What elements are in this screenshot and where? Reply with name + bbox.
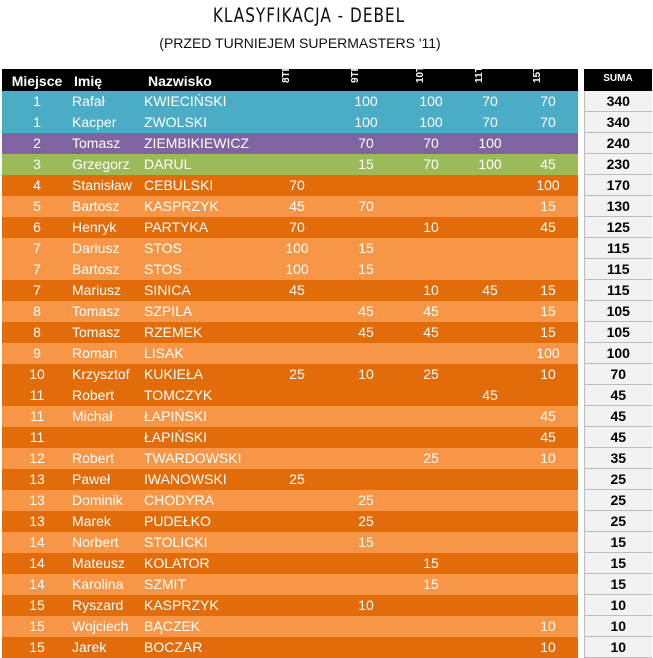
cell-nazwisko: KASPRZYK — [144, 196, 262, 217]
cell-9tpo: 70 — [332, 196, 400, 217]
cell-suma: 340 — [584, 91, 652, 112]
cell-11tpo — [462, 238, 518, 259]
cell-nazwisko: ZIEMBIKIEWICZ — [144, 133, 262, 154]
table-row — [2, 154, 652, 175]
table-row — [2, 490, 652, 511]
cell-miejsce: 13 — [2, 490, 72, 511]
cell-10tpo — [400, 616, 462, 637]
cell-miejsce: 13 — [2, 469, 72, 490]
cell-10tpo: 45 — [400, 322, 462, 343]
cell-11tpo — [462, 427, 518, 448]
cell-8tpo: 45 — [262, 280, 332, 301]
cell-10tpo: 15 — [400, 553, 462, 574]
cell-suma: 15 — [584, 574, 652, 595]
cell-suma: 130 — [584, 196, 652, 217]
table-row — [2, 364, 652, 385]
cell-15tpo: 45 — [518, 406, 578, 427]
cell-10tpo: 10 — [400, 217, 462, 238]
table-row — [2, 259, 652, 280]
cell-imie: Jarek — [72, 637, 144, 658]
header-9tpo — [332, 56, 400, 91]
cell-imie: Bartosz — [72, 196, 144, 217]
cell-8tpo — [262, 427, 332, 448]
cell-8tpo — [262, 154, 332, 175]
cell-8tpo — [262, 490, 332, 511]
cell-11tpo — [462, 301, 518, 322]
cell-imie: Stanisław — [72, 175, 144, 196]
cell-8tpo: 100 — [262, 259, 332, 280]
cell-10tpo: 45 — [400, 301, 462, 322]
cell-9tpo: 10 — [332, 595, 400, 616]
cell-10tpo — [400, 469, 462, 490]
header-15tpo — [518, 51, 578, 91]
cell-nazwisko: PUDEŁKO — [144, 511, 262, 532]
cell-15tpo: 100 — [518, 343, 578, 364]
cell-imie: Tomasz — [72, 133, 144, 154]
cell-suma: 10 — [584, 595, 652, 616]
cell-15tpo: 100 — [518, 175, 578, 196]
table-row — [2, 532, 652, 553]
cell-8tpo: 45 — [262, 196, 332, 217]
cell-11tpo — [462, 175, 518, 196]
cell-15tpo: 70 — [518, 91, 578, 112]
cell-10tpo — [400, 427, 462, 448]
cell-imie: Kacper — [72, 112, 144, 133]
cell-miejsce: 3 — [2, 154, 72, 175]
cell-imie: Henryk — [72, 217, 144, 238]
cell-nazwisko: STOS — [144, 259, 262, 280]
cell-11tpo — [462, 616, 518, 637]
cell-imie: Mariusz — [72, 280, 144, 301]
cell-10tpo — [400, 175, 462, 196]
cell-15tpo: 45 — [518, 427, 578, 448]
cell-15tpo: 45 — [518, 154, 578, 175]
cell-11tpo — [462, 574, 518, 595]
cell-15tpo: 15 — [518, 196, 578, 217]
ranking-table — [2, 51, 652, 658]
cell-9tpo — [332, 427, 400, 448]
cell-11tpo: 70 — [462, 91, 518, 112]
cell-8tpo — [262, 574, 332, 595]
cell-8tpo — [262, 322, 332, 343]
cell-9tpo — [332, 175, 400, 196]
cell-nazwisko: LISAK — [144, 343, 262, 364]
cell-8tpo — [262, 448, 332, 469]
cell-8tpo: 25 — [262, 469, 332, 490]
cell-15tpo — [518, 259, 578, 280]
cell-9tpo — [332, 574, 400, 595]
cell-imie: Wojciech — [72, 616, 144, 637]
cell-suma: 25 — [584, 490, 652, 511]
cell-15tpo — [518, 511, 578, 532]
cell-miejsce: 7 — [2, 238, 72, 259]
cell-11tpo — [462, 343, 518, 364]
cell-10tpo: 100 — [400, 112, 462, 133]
cell-suma: 10 — [584, 637, 652, 658]
cell-miejsce: 10 — [2, 364, 72, 385]
cell-suma: 100 — [584, 343, 652, 364]
cell-nazwisko: STOLICKI — [144, 532, 262, 553]
cell-11tpo — [462, 259, 518, 280]
table-row — [2, 217, 652, 238]
header-9tpo-label: 9TPO — [350, 56, 361, 83]
cell-miejsce: 15 — [2, 637, 72, 658]
cell-suma: 105 — [584, 301, 652, 322]
cell-10tpo — [400, 532, 462, 553]
cell-11tpo — [462, 637, 518, 658]
table-row — [2, 343, 652, 364]
cell-imie — [72, 427, 144, 448]
cell-9tpo — [332, 637, 400, 658]
cell-nazwisko: ŁAPIŃSKI — [144, 427, 262, 448]
cell-9tpo — [332, 553, 400, 574]
table-row — [2, 175, 652, 196]
cell-miejsce: 5 — [2, 196, 72, 217]
cell-suma: 15 — [584, 532, 652, 553]
cell-nazwisko: DARUL — [144, 154, 262, 175]
cell-10tpo: 70 — [400, 154, 462, 175]
cell-15tpo — [518, 238, 578, 259]
cell-8tpo — [262, 91, 332, 112]
cell-8tpo — [262, 301, 332, 322]
page-title: KLASYFIKACJA - DEBEL — [212, 4, 406, 28]
cell-nazwisko: ZWOLSKI — [144, 112, 262, 133]
cell-nazwisko: ŁAPIŃSKI — [144, 406, 262, 427]
cell-15tpo — [518, 490, 578, 511]
cell-15tpo — [518, 133, 578, 154]
cell-15tpo — [518, 469, 578, 490]
cell-nazwisko: KWIECIŃSKI — [144, 91, 262, 112]
cell-10tpo — [400, 511, 462, 532]
cell-11tpo — [462, 322, 518, 343]
cell-suma: 230 — [584, 154, 652, 175]
table-row — [2, 574, 652, 595]
cell-11tpo — [462, 532, 518, 553]
table-row — [2, 385, 652, 406]
cell-15tpo: 10 — [518, 448, 578, 469]
cell-miejsce: 6 — [2, 217, 72, 238]
cell-miejsce: 14 — [2, 553, 72, 574]
cell-imie: Dominik — [72, 490, 144, 511]
cell-9tpo: 10 — [332, 364, 400, 385]
cell-8tpo — [262, 406, 332, 427]
cell-suma: 115 — [584, 280, 652, 301]
cell-8tpo — [262, 553, 332, 574]
cell-imie: Robert — [72, 385, 144, 406]
cell-nazwisko: CHODYRA — [144, 490, 262, 511]
cell-15tpo — [518, 385, 578, 406]
cell-suma: 10 — [584, 616, 652, 637]
cell-suma: 35 — [584, 448, 652, 469]
cell-imie: Karolina — [72, 574, 144, 595]
cell-miejsce: 11 — [2, 385, 72, 406]
cell-miejsce: 14 — [2, 574, 72, 595]
table-row — [2, 280, 652, 301]
cell-imie: Michał — [72, 406, 144, 427]
table-row — [2, 511, 652, 532]
cell-11tpo — [462, 553, 518, 574]
cell-15tpo: 70 — [518, 112, 578, 133]
cell-8tpo — [262, 112, 332, 133]
cell-9tpo — [332, 385, 400, 406]
cell-9tpo — [332, 217, 400, 238]
cell-suma: 340 — [584, 112, 652, 133]
cell-imie: Grzegorz — [72, 154, 144, 175]
cell-9tpo — [332, 448, 400, 469]
cell-11tpo: 70 — [462, 112, 518, 133]
header-row — [2, 69, 652, 91]
cell-11tpo — [462, 511, 518, 532]
cell-suma: 25 — [584, 511, 652, 532]
cell-10tpo — [400, 406, 462, 427]
cell-miejsce: 11 — [2, 406, 72, 427]
header-10tpo-label: 10TPO — [415, 51, 426, 83]
cell-9tpo: 100 — [332, 112, 400, 133]
cell-suma: 25 — [584, 469, 652, 490]
cell-11tpo: 45 — [462, 280, 518, 301]
cell-11tpo — [462, 595, 518, 616]
table-row — [2, 322, 652, 343]
header-suma: SUMA — [584, 69, 652, 91]
cell-nazwisko: RZEMEK — [144, 322, 262, 343]
table-row — [2, 238, 652, 259]
cell-8tpo: 70 — [262, 217, 332, 238]
cell-suma: 125 — [584, 217, 652, 238]
cell-nazwisko: CEBULSKI — [144, 175, 262, 196]
cell-9tpo: 15 — [332, 259, 400, 280]
header-8tpo — [262, 56, 332, 91]
cell-8tpo — [262, 133, 332, 154]
table-row — [2, 448, 652, 469]
cell-imie: Rafał — [72, 91, 144, 112]
cell-9tpo — [332, 280, 400, 301]
cell-nazwisko: BĄCZEK — [144, 616, 262, 637]
cell-15tpo: 15 — [518, 301, 578, 322]
cell-nazwisko: KOLATOR — [144, 553, 262, 574]
cell-10tpo — [400, 385, 462, 406]
cell-miejsce: 7 — [2, 280, 72, 301]
cell-9tpo: 45 — [332, 301, 400, 322]
cell-miejsce: 15 — [2, 616, 72, 637]
cell-10tpo — [400, 259, 462, 280]
header-15tpo-label: 15TPO — [532, 51, 543, 83]
table-row — [2, 133, 652, 154]
table-row — [2, 469, 652, 490]
header-10tpo — [400, 51, 462, 91]
cell-suma: 45 — [584, 406, 652, 427]
header-miejsce: Miejsce — [2, 69, 72, 91]
cell-15tpo: 10 — [518, 616, 578, 637]
cell-11tpo — [462, 448, 518, 469]
ranking-rows — [2, 91, 652, 658]
header-11tpo — [462, 51, 518, 91]
page-subtitle: (PRZED TURNIEJEM SUPERMASTERS '11) — [159, 35, 441, 51]
cell-9tpo: 15 — [332, 154, 400, 175]
cell-15tpo: 15 — [518, 280, 578, 301]
header-11tpo-label: 11TPO — [474, 51, 485, 83]
cell-8tpo: 25 — [262, 364, 332, 385]
cell-10tpo: 25 — [400, 364, 462, 385]
cell-imie: Robert — [72, 448, 144, 469]
cell-imie: Paweł — [72, 469, 144, 490]
cell-miejsce: 14 — [2, 532, 72, 553]
cell-15tpo: 15 — [518, 322, 578, 343]
cell-miejsce: 8 — [2, 301, 72, 322]
cell-suma: 15 — [584, 553, 652, 574]
table-row — [2, 616, 652, 637]
table-row — [2, 595, 652, 616]
table-row — [2, 553, 652, 574]
cell-11tpo — [462, 469, 518, 490]
cell-9tpo — [332, 616, 400, 637]
cell-suma: 170 — [584, 175, 652, 196]
cell-10tpo: 15 — [400, 574, 462, 595]
cell-10tpo: 100 — [400, 91, 462, 112]
cell-imie: Mateusz — [72, 553, 144, 574]
cell-miejsce: 8 — [2, 322, 72, 343]
cell-suma: 45 — [584, 427, 652, 448]
cell-11tpo — [462, 490, 518, 511]
cell-9tpo: 70 — [332, 133, 400, 154]
cell-nazwisko: SINICA — [144, 280, 262, 301]
cell-9tpo: 15 — [332, 532, 400, 553]
cell-miejsce: 11 — [2, 427, 72, 448]
cell-miejsce: 4 — [2, 175, 72, 196]
cell-miejsce: 1 — [2, 112, 72, 133]
header-imie: Imię — [72, 69, 144, 91]
cell-8tpo: 70 — [262, 175, 332, 196]
cell-8tpo — [262, 532, 332, 553]
cell-miejsce: 2 — [2, 133, 72, 154]
cell-10tpo — [400, 343, 462, 364]
cell-nazwisko: KASPRZYK — [144, 595, 262, 616]
cell-9tpo: 100 — [332, 91, 400, 112]
cell-15tpo: 45 — [518, 217, 578, 238]
cell-9tpo: 45 — [332, 322, 400, 343]
cell-10tpo — [400, 490, 462, 511]
cell-8tpo — [262, 511, 332, 532]
cell-imie: Dariusz — [72, 238, 144, 259]
cell-10tpo: 70 — [400, 133, 462, 154]
cell-9tpo: 15 — [332, 238, 400, 259]
table-row — [2, 112, 652, 133]
cell-nazwisko: SZMIT — [144, 574, 262, 595]
cell-15tpo — [518, 532, 578, 553]
cell-imie: Tomasz — [72, 301, 144, 322]
cell-15tpo — [518, 553, 578, 574]
header-nazwisko: Nazwisko — [144, 69, 262, 91]
cell-miejsce: 7 — [2, 259, 72, 280]
table-row — [2, 427, 652, 448]
cell-8tpo — [262, 385, 332, 406]
cell-nazwisko: BOCZAR — [144, 637, 262, 658]
cell-10tpo — [400, 595, 462, 616]
table-row — [2, 196, 652, 217]
cell-nazwisko: SZPILA — [144, 301, 262, 322]
cell-imie: Krzysztof — [72, 364, 144, 385]
cell-imie: Norbert — [72, 532, 144, 553]
table-row — [2, 91, 652, 112]
cell-imie: Tomasz — [72, 322, 144, 343]
cell-nazwisko: TWARDOWSKI — [144, 448, 262, 469]
cell-miejsce: 15 — [2, 595, 72, 616]
cell-8tpo: 100 — [262, 238, 332, 259]
cell-8tpo — [262, 595, 332, 616]
cell-imie: Roman — [72, 343, 144, 364]
header-8tpo-label: 8TPO — [281, 56, 292, 83]
table-row — [2, 301, 652, 322]
cell-9tpo — [332, 406, 400, 427]
cell-9tpo: 25 — [332, 490, 400, 511]
cell-10tpo — [400, 637, 462, 658]
cell-15tpo — [518, 574, 578, 595]
cell-imie: Marek — [72, 511, 144, 532]
cell-11tpo — [462, 364, 518, 385]
table-row — [2, 637, 652, 658]
cell-10tpo: 10 — [400, 280, 462, 301]
cell-imie: Bartosz — [72, 259, 144, 280]
cell-8tpo — [262, 343, 332, 364]
cell-11tpo: 45 — [462, 385, 518, 406]
cell-nazwisko: PARTYKA — [144, 217, 262, 238]
cell-miejsce: 12 — [2, 448, 72, 469]
cell-suma: 240 — [584, 133, 652, 154]
cell-9tpo: 25 — [332, 511, 400, 532]
cell-nazwisko: IWANOWSKI — [144, 469, 262, 490]
cell-suma: 45 — [584, 385, 652, 406]
cell-15tpo: 10 — [518, 637, 578, 658]
cell-nazwisko: KUKIEŁA — [144, 364, 262, 385]
cell-11tpo — [462, 196, 518, 217]
cell-11tpo — [462, 217, 518, 238]
cell-suma: 115 — [584, 259, 652, 280]
cell-10tpo — [400, 238, 462, 259]
cell-11tpo: 100 — [462, 154, 518, 175]
cell-9tpo — [332, 343, 400, 364]
cell-9tpo — [332, 469, 400, 490]
cell-8tpo — [262, 637, 332, 658]
cell-15tpo: 10 — [518, 364, 578, 385]
cell-11tpo: 100 — [462, 133, 518, 154]
cell-suma: 115 — [584, 238, 652, 259]
table-row — [2, 406, 652, 427]
cell-10tpo — [400, 196, 462, 217]
cell-suma: 105 — [584, 322, 652, 343]
cell-imie: Ryszard — [72, 595, 144, 616]
cell-8tpo — [262, 616, 332, 637]
cell-nazwisko: STOS — [144, 238, 262, 259]
cell-miejsce: 9 — [2, 343, 72, 364]
cell-10tpo: 25 — [400, 448, 462, 469]
cell-suma: 70 — [584, 364, 652, 385]
cell-15tpo — [518, 595, 578, 616]
cell-11tpo — [462, 406, 518, 427]
cell-miejsce: 13 — [2, 511, 72, 532]
cell-miejsce: 1 — [2, 91, 72, 112]
cell-nazwisko: TOMCZYK — [144, 385, 262, 406]
